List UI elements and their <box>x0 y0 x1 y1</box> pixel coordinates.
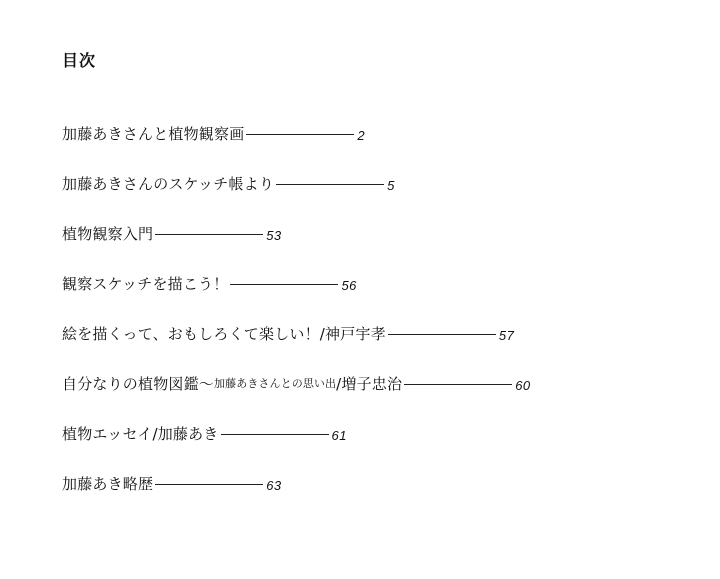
leader-line <box>246 134 354 135</box>
toc-entry-page-number: 56 <box>341 277 357 293</box>
toc-entry-title: 観察スケッチを描こう！ <box>62 274 229 293</box>
leader-line <box>388 334 496 335</box>
toc-entry-page-number: 63 <box>266 477 282 493</box>
toc-entry-title: 植物エッセイ/加藤あき <box>62 424 219 443</box>
toc-entry-title: 加藤あきさんと植物観察画 <box>62 124 245 143</box>
toc-entry-title: 加藤あき略歴 <box>62 474 154 493</box>
page-title: 目次 <box>62 51 97 70</box>
toc-entry <box>62 158 720 208</box>
leader-line <box>155 234 263 235</box>
leader-line <box>221 434 329 435</box>
toc-entry <box>62 458 720 508</box>
toc-entry <box>62 308 720 358</box>
toc-entry-title: 自分なりの植物図鑑〜 <box>62 374 215 393</box>
toc-entry-title: 植物観察入門 <box>62 224 154 243</box>
toc-entry-page-number: 61 <box>331 427 347 443</box>
toc-entry <box>62 258 720 308</box>
leader-line <box>155 484 263 485</box>
toc-entry-page-number: 60 <box>515 377 531 393</box>
table-of-contents <box>62 108 720 508</box>
toc-entry-author: /増子忠治 <box>336 374 403 393</box>
leader-line <box>404 384 512 385</box>
toc-entry <box>62 358 720 408</box>
toc-entry-page-number: 53 <box>266 227 282 243</box>
toc-entry-page-number: 2 <box>357 127 366 143</box>
toc-entry-page-number: 5 <box>387 177 395 193</box>
toc-entry-title: 絵を描くって、おもしろくて楽しい！/神戸宇孝 <box>62 324 386 343</box>
toc-entry-subtitle: 加藤あきさんとの思い出 <box>214 377 337 390</box>
toc-entry-title: 加藤あきさんのスケッチ帳より <box>62 174 275 193</box>
toc-entry-page-number: 57 <box>498 327 515 343</box>
toc-entry <box>62 208 720 258</box>
leader-line <box>230 284 338 285</box>
toc-entry <box>62 408 720 458</box>
leader-line <box>276 184 384 185</box>
toc-entry <box>62 108 720 158</box>
